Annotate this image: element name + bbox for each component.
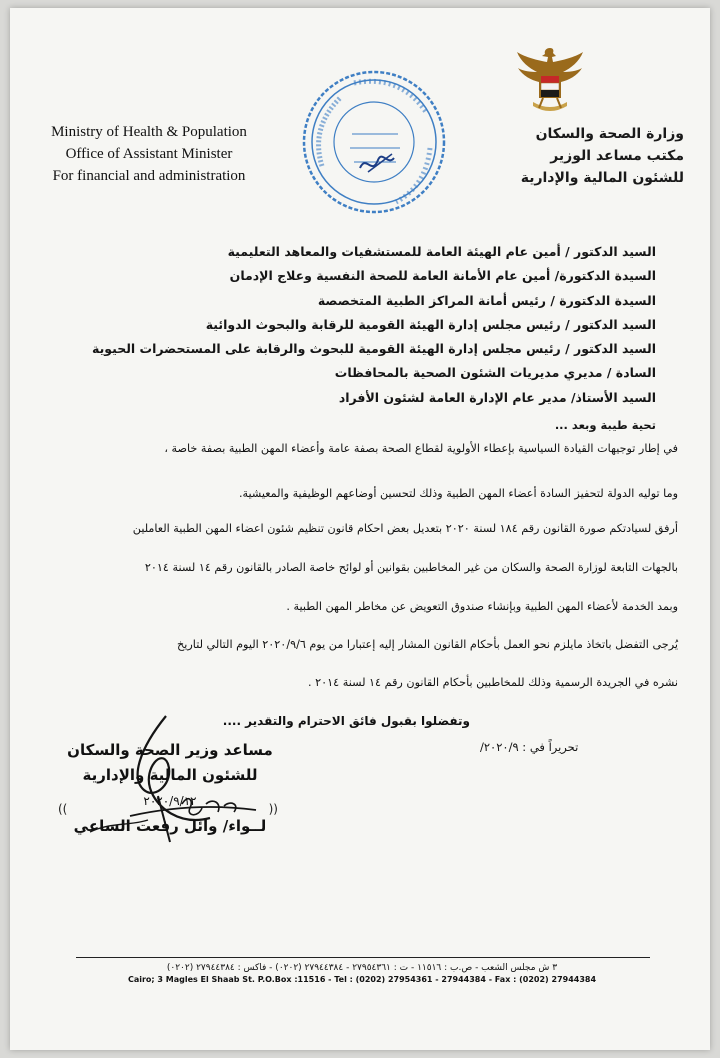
- signature-block: [50, 738, 290, 839]
- body-line: بالجهات التابعة لوزارة الصحة والسكان من غير المخاطبين بقوانين أو لوائح خاصة الصادر بالقانون رقم ١٤ لسنة ٢٠١٤: [144, 561, 678, 574]
- signatory-department: للشئون المالية والإدارية: [82, 766, 258, 784]
- recipients-list: [56, 240, 656, 410]
- arabic-letterhead: [464, 123, 684, 189]
- letterhead-line: وزارة الصحة والسكان: [535, 126, 684, 142]
- recipient-line: السيد الدكتور / رئيس مجلس إدارة الهيئة القومية للبحوث والرقابة على المستحضرات الحيوية: [91, 341, 656, 357]
- quote-right: )): [268, 802, 278, 816]
- footer-address-arabic: ٣ ش مجلس الشعب - ص.ب : ١١٥١٦ - ت : ٢٧٩٥٤٣٦١ - ٢٧٩٤٤٣٨٤ (٠٢٠٢) - فاكس : ٢٧٩٤٤٣٨٤ (٠٢٠٢): [166, 963, 558, 973]
- letterhead-line: Ministry of Health & Population: [51, 124, 247, 140]
- body-line: أرفق لسيادتكم صورة القانون رقم ١٨٤ لسنة ٢٠٢٠ بتعديل بعض احكام قانون تنظيم شئون اعضاء المهن الطبية العاملين: [132, 522, 678, 535]
- english-letterhead: [24, 121, 274, 187]
- quote-left: ((: [58, 802, 68, 816]
- recipient-line: السيدة الدكتورة/ أمين عام الأمانة العامة للصحة النفسية وعلاج الإدمان: [229, 268, 656, 284]
- body-line: نشره في الجريدة الرسمية وذلك للمخاطبين بأحكام القانون رقم ١٤ لسنة ٢٠١٤ .: [307, 676, 678, 689]
- incoming-mail-stamp: [300, 68, 448, 216]
- recipient-line: السيد الدكتور / رئيس مجلس إدارة الهيئة القومية للرقابة والبحوث الدوائية: [205, 316, 656, 332]
- recipient-line: السيد الأستاذ/ مدير عام الإدارة العامة لشئون الأفراد: [338, 389, 656, 405]
- footer-address-english: Cairo; 3 Magles El Shaab St. P.O.Box :11516 - Tel : (0202) 27954361 - 27944384 - Fax : (0202) 27944384: [127, 975, 597, 984]
- footer: [72, 962, 652, 986]
- quote-marks: [58, 802, 278, 816]
- closing-line: وتفضلوا بقبول فائق الاحترام والتقدير ....: [222, 714, 470, 728]
- recipient-line: السادة / مديري مديريات الشئون الصحية بالمحافظات: [334, 365, 656, 381]
- letterhead-line: مكتب مساعد الوزير: [550, 148, 684, 164]
- letter-page: [10, 8, 710, 1050]
- signatory-title: مساعد وزير الصحة والسكان: [67, 741, 273, 759]
- date-line: تحريراً في : ٢٠٢٠/٩/: [480, 740, 579, 754]
- letterhead-line: Office of Assistant Minister: [65, 146, 233, 162]
- body-line: يُرجى التفضل باتخاذ مايلزم نحو العمل بأحكام القانون المشار إليه إعتبارا من يوم ٢٠٢٠/٩/٦ اليوم التالي لتاريخ: [177, 638, 678, 651]
- body-line: وما توليه الدولة لتحفيز السادة أعضاء المهن الطبية وذلك لتحسين أوضاعهم الوظيفية والمعيشية.: [238, 487, 678, 500]
- body-line: وبمد الخدمة لأعضاء المهن الطبية وبإنشاء صندوق التعويض عن مخاطر المهن الطبية .: [286, 600, 678, 613]
- recipient-line: السيدة الدكتورة / رئيس أمانة المراكز الطبية المتخصصة: [317, 292, 656, 308]
- letterhead-line: For financial and administration: [52, 168, 246, 184]
- greeting: تحية طيبة وبعد ...: [554, 418, 656, 432]
- body-line: في إطار توجيهات القيادة السياسية بإعطاء الأولوية لقطاع الصحة بصفة عامة وأعضاء المهن الطبية بصفة خاصة ،: [164, 442, 678, 455]
- signatory-name: لــواء/ وائل رفعت الساعي: [73, 817, 267, 835]
- recipient-line: السيد الدكتور / أمين عام الهيئة العامة للمستشفيات والمعاهد التعليمية: [227, 244, 656, 259]
- letterhead-line: للشئون المالية والإدارية: [520, 170, 684, 186]
- egypt-eagle-icon: [515, 42, 585, 122]
- handwritten-date-note: ٢٠٢٠/٩/١٢: [143, 794, 197, 808]
- footer-divider: [76, 957, 650, 958]
